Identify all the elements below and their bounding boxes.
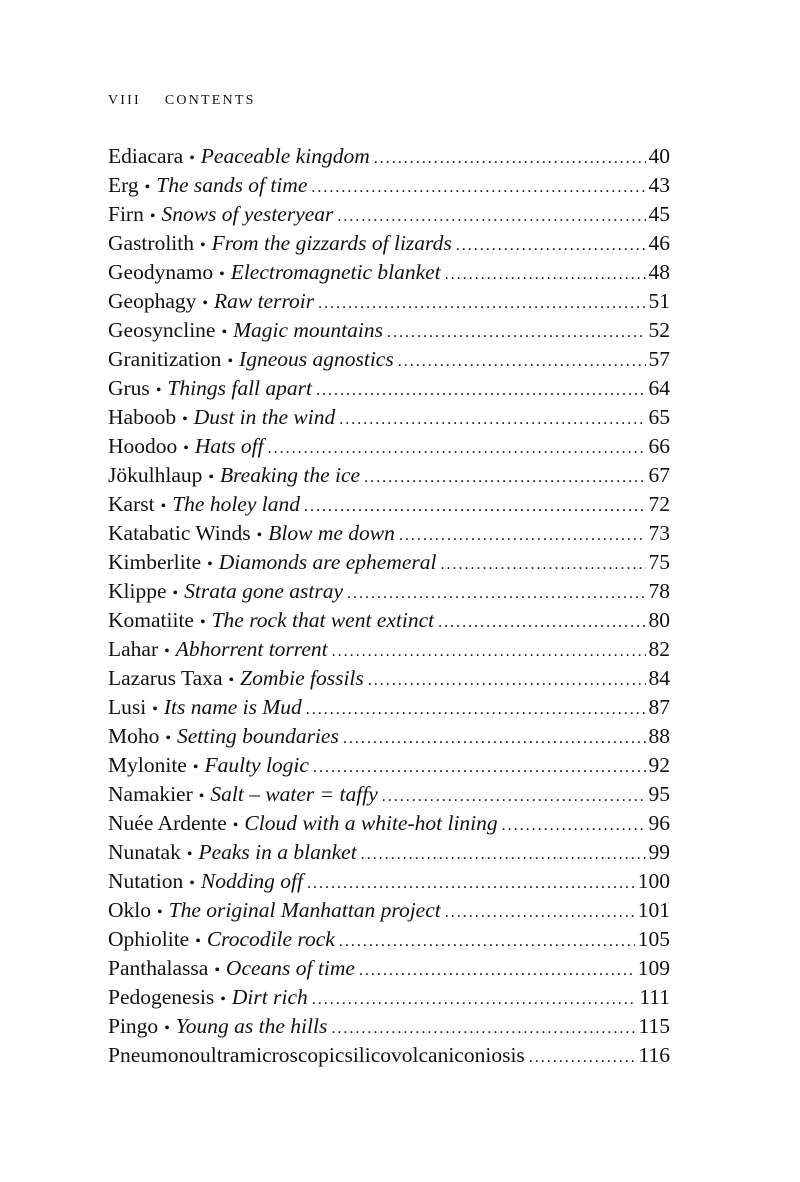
bullet-separator: • [144,179,151,196]
dot-leader [399,521,646,550]
toc-entry [108,490,670,519]
toc-entry [108,635,670,664]
toc-page-number: 111 [639,985,670,1009]
toc-page-number: 95 [648,782,670,806]
toc-subtitle: The sands of time [156,173,308,197]
dot-leader [316,376,646,405]
toc-term: Namakier [108,782,193,806]
dot-leader [456,231,646,260]
toc-entry [108,983,670,1012]
dot-leader [441,550,646,579]
toc-entry [108,780,670,809]
toc-page-number: 73 [648,521,670,545]
toc-term: Pneumonoultramicroscopicsilicovolcaniconiosis [108,1043,525,1067]
toc-subtitle: Dust in the wind [193,405,336,429]
toc-term: Hoodoo [108,434,178,458]
bullet-separator: • [221,324,228,341]
bullet-separator: • [195,933,201,950]
toc-page-number: 66 [648,434,670,458]
dot-leader [311,173,645,202]
toc-term: Nutation [108,869,184,893]
bullet-separator: • [198,788,205,805]
dot-leader [438,608,645,637]
toc-subtitle: Peaceable kingdom [200,144,370,168]
toc-page-number: 99 [648,840,670,864]
toc-entry [108,606,670,635]
toc-subtitle: Setting boundaries [176,724,339,748]
toc-subtitle: Magic mountains [233,318,383,342]
dot-leader [332,637,646,666]
dot-leader [337,202,645,231]
dot-leader [339,927,635,956]
toc-term: Geophagy [108,289,197,313]
toc-entry [108,345,670,374]
toc-page-number: 52 [648,318,670,342]
toc-entry [108,287,670,316]
toc-subtitle: From the gizzards of lizards [211,231,452,255]
toc-page-number: 43 [648,173,670,197]
bullet-separator: • [199,614,206,631]
toc-term: Haboob [108,405,177,429]
toc-page-number: 65 [648,405,670,429]
bullet-separator: • [149,208,156,225]
dot-leader [307,869,635,898]
dot-leader [268,434,646,463]
bullet-separator: • [232,817,239,834]
toc-subtitle: Nodding off [200,869,303,893]
toc-entry [108,229,670,258]
toc-entry [108,577,670,606]
toc-entry [108,1012,670,1041]
toc-entry [108,432,670,461]
toc-entry [108,374,670,403]
dot-leader [306,695,646,724]
dot-leader [387,318,646,347]
toc-term: Erg [108,173,139,197]
dot-leader [374,144,646,173]
section-title: CONTENTS [164,93,256,108]
toc-subtitle: The rock that went extinct [211,608,435,632]
toc-page-number: 82 [648,637,670,661]
toc-entry [108,171,670,200]
toc-entry [108,200,670,229]
dot-leader [502,811,646,840]
toc-entry [108,809,670,838]
toc-page-number: 101 [637,898,670,922]
toc-term: Oklo [108,898,151,922]
toc-term: Firn [108,202,144,226]
page-folio: VIII [108,93,141,108]
bullet-separator: • [152,701,158,718]
toc-term: Pedogenesis [108,985,215,1009]
bullet-separator: • [160,498,167,515]
toc-entry [108,838,670,867]
toc-page-number: 72 [648,492,670,516]
toc-subtitle: Salt – water = taffy [210,782,378,806]
toc-term: Ediacara [108,144,184,168]
toc-subtitle: The holey land [172,492,300,516]
toc-term: Jökulhlaup [108,463,203,487]
toc-entry [108,722,670,751]
dot-leader [398,347,646,376]
bullet-separator: • [164,643,170,660]
dot-leader [364,463,645,492]
toc-subtitle: Oceans of time [225,956,355,980]
toc-entry [108,896,670,925]
toc-subtitle: Blow me down [268,521,395,545]
dot-leader [339,405,645,434]
toc-entry [108,664,670,693]
toc-page-number: 45 [648,202,670,226]
dot-leader [312,985,637,1014]
toc-subtitle: Dirt rich [231,985,308,1009]
toc-subtitle: The original Manhattan project [168,898,441,922]
toc-page-number: 92 [648,753,670,777]
bullet-separator: • [189,150,195,167]
toc-subtitle: Zombie fossils [240,666,364,690]
toc-entry [108,142,670,171]
toc-term: Komatiite [108,608,194,632]
toc-page-number: 100 [637,869,670,893]
toc-page-number: 96 [648,811,670,835]
bullet-separator: • [227,353,234,370]
running-head [108,92,256,109]
toc-page-number: 116 [638,1043,670,1067]
toc-entry [108,954,670,983]
bullet-separator: • [165,730,171,747]
dot-leader [331,1014,635,1043]
bullet-separator: • [200,237,206,254]
toc-subtitle: Igneous agnostics [239,347,394,371]
toc-entry [108,693,670,722]
toc-subtitle: Snows of yesteryear [161,202,334,226]
dot-leader [382,782,646,811]
dot-leader [304,492,646,521]
toc-page-number: 80 [648,608,670,632]
toc-subtitle: Electromagnetic blanket [230,260,441,284]
toc-subtitle: Peaks in a blanket [198,840,357,864]
toc-term: Pingo [108,1014,159,1038]
toc-entry [108,403,670,432]
toc-page-number: 115 [638,1014,670,1038]
toc-term: Geodynamo [108,260,214,284]
bullet-separator: • [186,846,193,863]
toc-entry [108,548,670,577]
bullet-separator: • [172,585,179,602]
toc-entry [108,1041,670,1070]
bullet-separator: • [214,962,220,979]
bullet-separator: • [192,759,199,776]
bullet-separator: • [256,527,263,544]
toc-entry [108,867,670,896]
toc-page-number: 75 [648,550,670,574]
toc-page-number: 105 [637,927,670,951]
toc-page-number: 78 [648,579,670,603]
toc-page-number: 51 [648,289,670,313]
toc-page-number: 64 [648,376,670,400]
toc-term: Karst [108,492,155,516]
dot-leader [368,666,646,695]
dot-leader [361,840,646,869]
dot-leader [359,956,635,985]
toc-page-number: 109 [637,956,670,980]
toc-entry [108,925,670,954]
toc-term: Lahar [108,637,159,661]
dot-leader [343,724,646,753]
bullet-separator: • [182,411,188,428]
toc-subtitle: Abhorrent torrent [175,637,328,661]
dot-leader [445,260,646,289]
toc-term: Gastrolith [108,231,194,255]
toc-subtitle: Diamonds are ephemeral [218,550,437,574]
toc-subtitle: Things fall apart [167,376,312,400]
toc-page-number: 57 [648,347,670,371]
toc-term: Panthalassa [108,956,209,980]
toc-subtitle: Young as the hills [175,1014,328,1038]
toc-term: Nunatak [108,840,181,864]
toc-term: Moho [108,724,160,748]
toc-entry [108,258,670,287]
bullet-separator: • [208,469,214,486]
toc-subtitle: Faulty logic [204,753,309,777]
toc-term: Lazarus Taxa [108,666,223,690]
toc-term: Nuée Ardente [108,811,227,835]
bullet-separator: • [220,991,226,1008]
bullet-separator: • [207,556,213,573]
toc-term: Katabatic Winds [108,521,251,545]
toc-subtitle: Strata gone astray [184,579,343,603]
toc-entry [108,751,670,780]
bullet-separator: • [183,440,189,457]
toc-page-number: 46 [648,231,670,255]
toc-term: Granitization [108,347,222,371]
dot-leader [529,1043,636,1072]
bullet-separator: • [155,382,162,399]
bullet-separator: • [219,266,225,283]
toc-term: Kimberlite [108,550,202,574]
toc-subtitle: Breaking the ice [219,463,361,487]
toc-page-number: 40 [648,144,670,168]
dot-leader [313,753,646,782]
toc-term: Lusi [108,695,147,719]
toc-entry [108,461,670,490]
toc-page-number: 88 [648,724,670,748]
dot-leader [445,898,635,927]
dot-leader [318,289,645,318]
dot-leader [347,579,646,608]
toc-page-number: 84 [648,666,670,690]
toc-entry [108,519,670,548]
toc-page-number: 67 [648,463,670,487]
toc-page-number: 87 [648,695,670,719]
toc-term: Mylonite [108,753,187,777]
toc-subtitle: Raw terroir [213,289,315,313]
bullet-separator: • [228,672,235,689]
toc-subtitle: Cloud with a white-hot lining [244,811,498,835]
table-of-contents [108,142,670,1070]
toc-subtitle: Crocodile rock [206,927,335,951]
toc-term: Klippe [108,579,167,603]
toc-term: Geosyncline [108,318,216,342]
toc-entry [108,316,670,345]
toc-page-number: 48 [648,260,670,284]
bullet-separator: • [157,904,163,921]
toc-subtitle: Hats off [194,434,264,458]
bullet-separator: • [202,295,208,312]
toc-term: Grus [108,376,150,400]
toc-term: Ophiolite [108,927,190,951]
bullet-separator: • [164,1020,170,1037]
bullet-separator: • [189,875,195,892]
toc-subtitle: Its name is Mud [163,695,302,719]
